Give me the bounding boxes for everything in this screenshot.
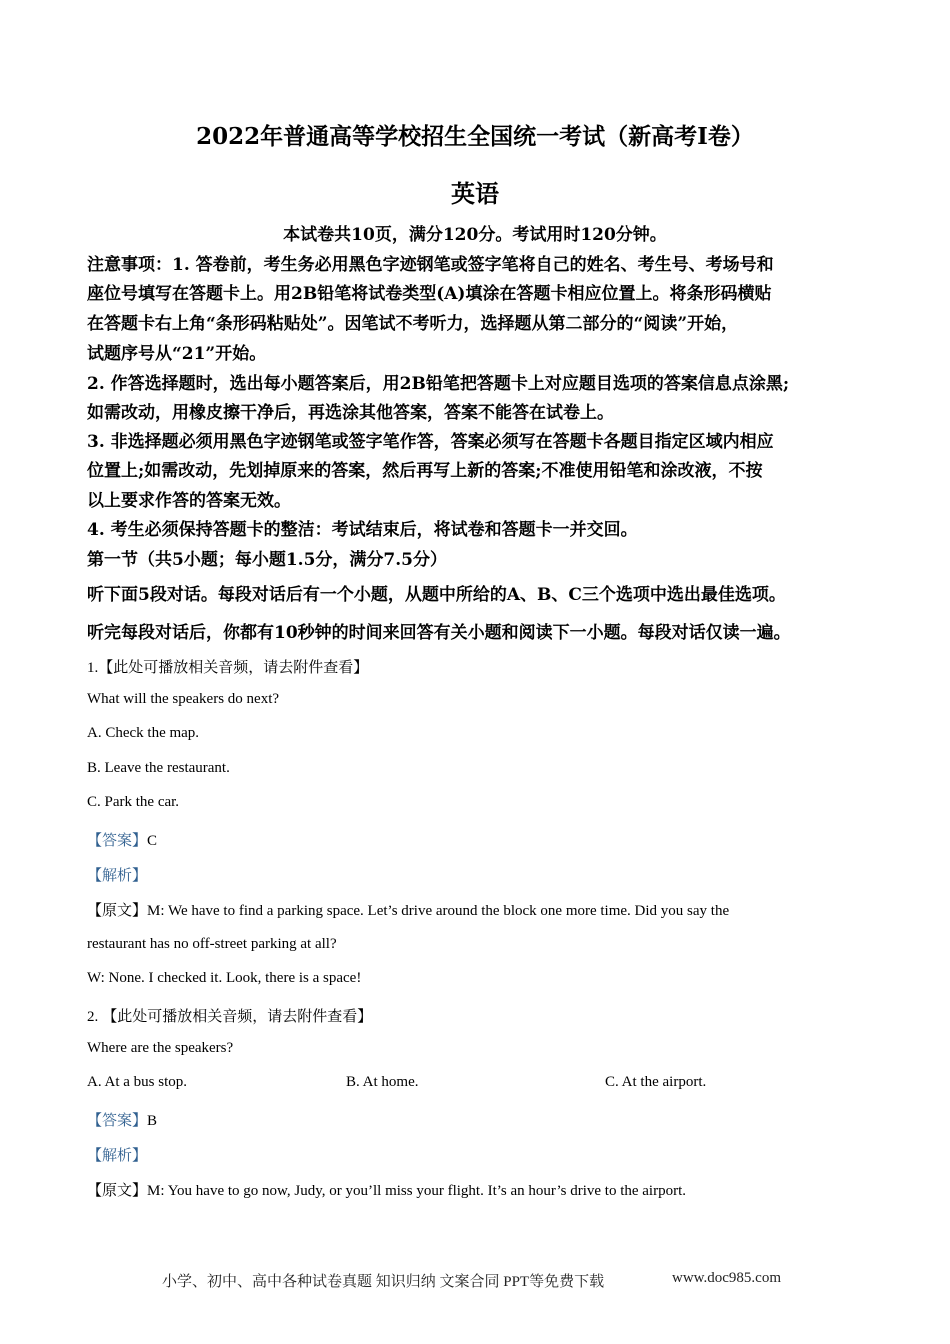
- question-number: 1.: [87, 660, 99, 676]
- document-title: 2022年普通高等学校招生全国统一考试（新高考Ⅰ卷）: [196, 123, 754, 150]
- transcript-line: [87, 1179, 686, 1200]
- note-line: 4. 考生必须保持答题卡的整洁：考试结束后，将试卷和答题卡一并交回。: [87, 520, 638, 540]
- note-line: 以上要求作答的答案无效。: [87, 491, 291, 511]
- transcript-line: [87, 899, 729, 920]
- option-b: B. At home.: [346, 1074, 419, 1090]
- note-line: 2. 作答选择题时，选出每小题答案后，用2B铅笔把答题卡上对应题目选项的答案信息点涂黑;: [87, 374, 790, 394]
- question-1-header: [87, 656, 368, 677]
- audio-note[interactable]: 【此处可播放相关音频，请去附件查看】: [98, 660, 369, 676]
- transcript-text: M: You have to go now, Judy, or you’ll miss your flight. It’s an hour’s drive to the airport.: [147, 1183, 687, 1199]
- answer-value: B: [147, 1113, 158, 1129]
- transcript-text: M: We have to find a parking space. Let’s drive around the block one more time. Did you say the: [147, 903, 730, 919]
- option-a: A. Check the map.: [87, 725, 200, 741]
- answer-label: 【答案】: [87, 833, 148, 849]
- transcript-label: 【原文】: [87, 903, 148, 919]
- option-c: C. Park the car.: [87, 794, 180, 810]
- exam-summary: 本试卷共10页，满分120分。考试用时120分钟。: [283, 225, 667, 245]
- analysis-label: 【解析】: [87, 1148, 148, 1164]
- question-prompt: What will the speakers do next?: [87, 691, 280, 707]
- option-a: A. At a bus stop.: [87, 1074, 188, 1090]
- transcript-label: 【原文】: [87, 1183, 148, 1199]
- subject-title: 英语: [451, 179, 499, 208]
- note-line: 3. 非选择题必须用黑色字迹钢笔或签字笔作答，答案必须写在答题卡各题目指定区域内相应: [87, 432, 774, 452]
- section-heading: 第一节（共5小题；每小题1.5分，满分7.5分）: [87, 550, 447, 570]
- note-line: 注意事项：1. 答卷前，考生务必用黑色字迹钢笔或签字笔将自己的姓名、考生号、考场号和: [87, 255, 774, 275]
- note-line: 在答题卡右上角“条形码粘贴处”。因笔试不考听力，选择题从第二部分的“阅读”开始，: [87, 314, 739, 334]
- analysis-label: 【解析】: [87, 868, 148, 884]
- note-line: 试题序号从“21”开始。: [87, 344, 267, 364]
- footer-site-link[interactable]: www.doc985.com: [672, 1270, 782, 1286]
- note-line: 如需改动，用橡皮擦干净后，再选涂其他答案，答案不能答在试卷上。: [87, 403, 614, 423]
- answer-value: C: [147, 833, 158, 849]
- section-instruction: 听下面5段对话。每段对话后有一个小题，从题中所给的A、B、C三个选项中选出最佳选项。: [87, 585, 786, 605]
- transcript-text: W: None. I checked it. Look, there is a space!: [87, 970, 362, 986]
- section-instruction: 听完每段对话后，你都有10秒钟的时间来回答有关小题和阅读下一小题。每段对话仅读一遍。: [87, 623, 791, 643]
- option-c: C. At the airport.: [605, 1074, 707, 1090]
- question-number: 2.: [87, 1009, 99, 1025]
- answer-line: [87, 829, 157, 850]
- audio-note[interactable]: 【此处可播放相关音频，请去附件查看】: [102, 1009, 373, 1025]
- answer-label: 【答案】: [87, 1113, 148, 1129]
- question-2-header: [87, 1005, 372, 1026]
- answer-line: [87, 1109, 157, 1130]
- transcript-text: restaurant has no off-street parking at all?: [87, 936, 337, 952]
- note-line: 位置上;如需改动，先划掉原来的答案，然后再写上新的答案;不准使用铅笔和涂改液，不按: [87, 461, 763, 481]
- question-prompt: Where are the speakers?: [87, 1040, 234, 1056]
- option-b: B. Leave the restaurant.: [87, 760, 230, 776]
- footer-text: 小学、初中、高中各种试卷真题 知识归纳 文案合同 PPT等免费下载: [162, 1274, 605, 1290]
- note-line: 座位号填写在答题卡上。用2B铅笔将试卷类型(A)填涂在答题卡相应位置上。将条形码横贴: [87, 284, 772, 304]
